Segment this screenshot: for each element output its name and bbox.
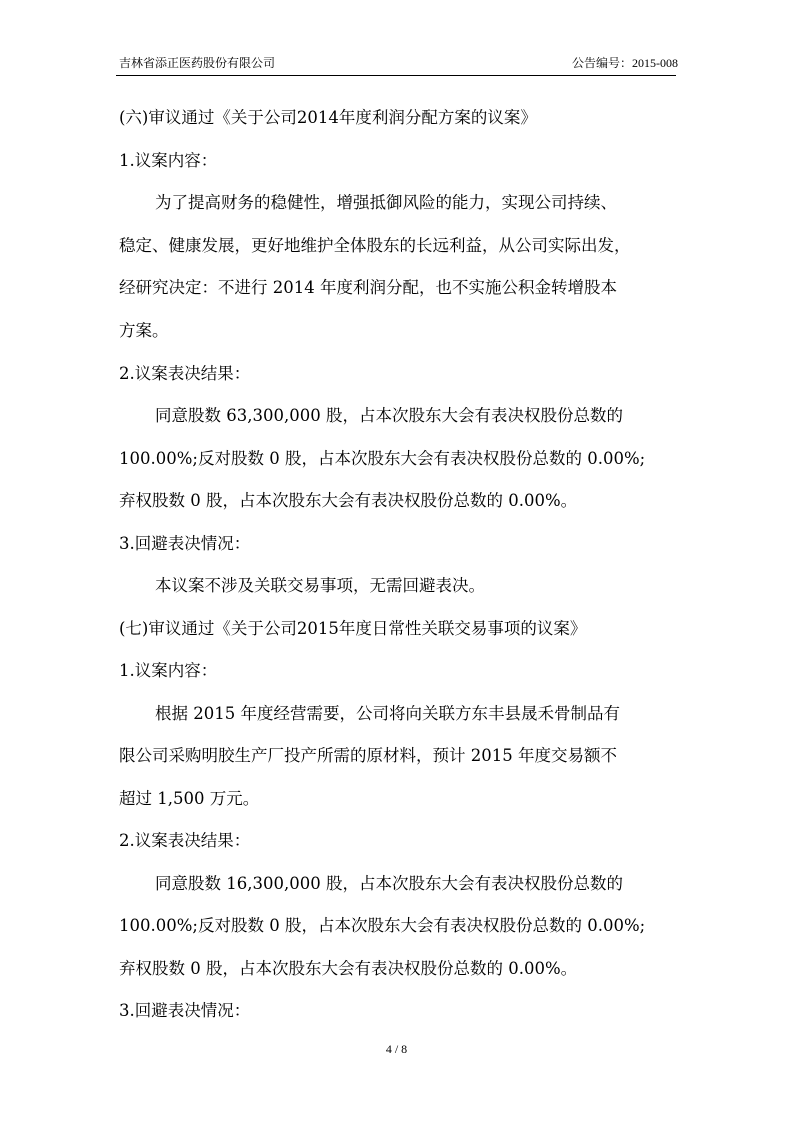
section-title-7: (七)审议通过《关于公司2015年度日常性关联交易事项的议案》 [119,619,587,638]
paragraph-line: 100.00%;反对股数 0 股，占本次股东大会有表决权股份总数的 0.00%; [119,916,646,935]
paragraph-line: 100.00%;反对股数 0 股，占本次股东大会有表决权股份总数的 0.00%; [119,449,646,468]
paragraph-line: 限公司采购明胶生产厂投产所需的原材料，预计 2015 年度交易额不 [119,746,617,765]
paragraph-line: 根据 2015 年度经营需要，公司将向关联方东丰县晟禾骨制品有 [155,704,620,723]
item-heading-avoidance: 3.回避表决情况： [119,1001,251,1020]
paragraph-line: 超过 1,500 万元。 [119,789,260,808]
company-name: 吉林省添正医药股份有限公司 [119,56,276,70]
section-title-6: (六)审议通过《关于公司2014年度利润分配方案的议案》 [119,108,537,127]
paragraph-line: 稳定、健康发展，更好地维护全体股东的长远利益，从公司实际出发， [119,236,631,255]
item-heading-result: 2.议案表决结果： [119,364,251,383]
header-divider [116,75,676,76]
paragraph-line: 弃权股数 0 股，占本次股东大会有表决权股份总数的 0.00%。 [119,959,578,978]
paragraph-line: 为了提高财务的稳健性，增强抵御风险的能力，实现公司持续、 [155,193,617,212]
notice-number: 公告编号：2015-008 [572,56,678,70]
item-heading-content: 1.议案内容： [119,151,218,170]
paragraph-line: 弃权股数 0 股，占本次股东大会有表决权股份总数的 0.00%。 [119,491,578,510]
paragraph-line: 经研究决定：不进行 2014 年度利润分配，也不实施公积金转增股本 [119,278,617,297]
page-number: 4 / 8 [385,1042,408,1056]
paragraph-line: 同意股数 63,300,000 股，占本次股东大会有表决权股份总数的 [155,406,623,425]
paragraph-line: 同意股数 16,300,000 股，占本次股东大会有表决权股份总数的 [155,874,623,893]
item-heading-content: 1.议案内容： [119,661,218,680]
paragraph-line: 方案。 [119,321,169,340]
item-heading-result: 2.议案表决结果： [119,831,251,850]
paragraph-line: 本议案不涉及关联交易事项，无需回避表决。 [155,576,485,595]
item-heading-avoidance: 3.回避表决情况： [119,534,251,553]
